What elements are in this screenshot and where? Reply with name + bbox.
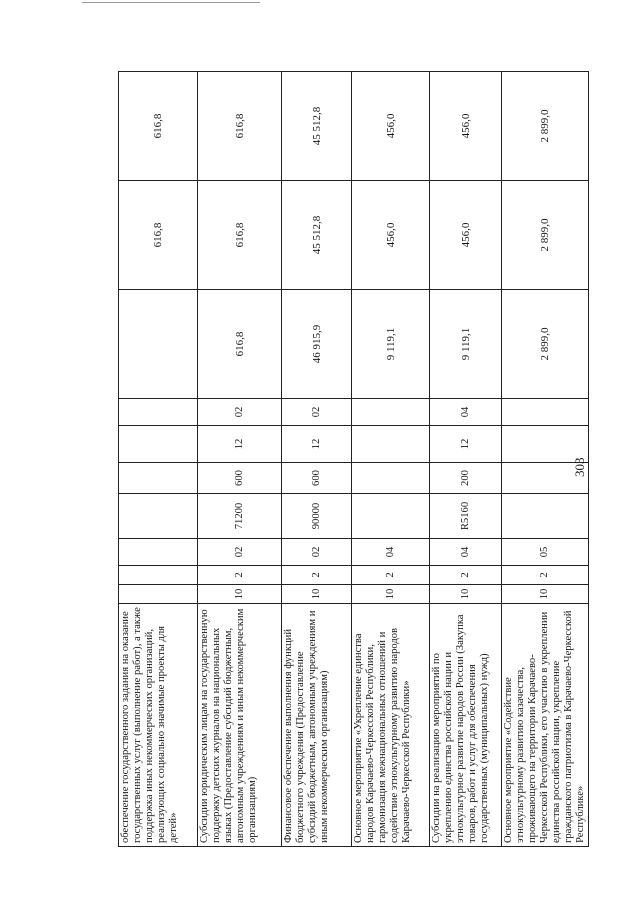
cell-pgp: 2 (282, 566, 352, 585)
cell-om: 04 (352, 539, 430, 566)
cell-pgp: 2 (352, 566, 430, 585)
cell-pgp: 2 (430, 566, 502, 585)
cell-pr (352, 399, 430, 426)
cell-rz: 12 (430, 426, 502, 463)
cell-2018: 46 915,9 (282, 290, 352, 399)
cell-2018: 9 119,1 (430, 290, 502, 399)
cell-gp: 10 (198, 585, 282, 604)
cell-2019: 616,8 (198, 181, 282, 290)
cell-2019: 456,0 (352, 181, 430, 290)
cell-2019: 456,0 (430, 181, 502, 290)
row-description: Основное мероприятие «Содействие этнокультурному развитию казачества, проживающего на территории Карачаево-Черкесской Республики, его участию в укреплении единства российской нации, укрепление гражданского патриотизма в Карачаево-Черкесской Республике» (502, 604, 589, 847)
cell-2019: 616,8 (119, 181, 198, 290)
rotated-page (118, 42, 600, 847)
row-description: обеспечение государственного задания на оказание государственных услуг (выполнение работ), а также поддержка иных некоммерческих организаций, реализующих социально значимые проекты для детей» (119, 604, 198, 847)
table-row (282, 72, 352, 847)
table-row (430, 72, 502, 847)
row-description: Основное мероприятие «Укрепление единства народов Карачаево-Черкесской Республики, гармонизация межнациональных отношений и содействие этнокультурному развитию народов Карачаево-Черкесской Республики» (352, 604, 430, 847)
cell-vr: 600 (198, 463, 282, 494)
cell-2020: 45 512,8 (282, 72, 352, 181)
row-description: Субсидии на реализацию мероприятий по укреплению единства российской нации и этнокультурное развитие народов России (Закупка товаров, работ и услуг для обеспечения государственных (муниципальных) нужд) (430, 604, 502, 847)
cell-gp: 10 (502, 585, 589, 604)
cell-pgp: 2 (502, 566, 589, 585)
cell-pgp (119, 566, 198, 585)
cell-vr: 200 (430, 463, 502, 494)
cell-2019: 2 899,0 (502, 181, 589, 290)
budget-table (118, 71, 589, 847)
cell-2019: 45 512,8 (282, 181, 352, 290)
cell-gp: 10 (282, 585, 352, 604)
top-rule (82, 2, 260, 3)
page-number: 303 (572, 457, 587, 477)
cell-2020: 2 899,0 (502, 72, 589, 181)
cell-om: 05 (502, 539, 589, 566)
row-description: Субсидии юридическим лицам на государственную поддержку детских журналов на национальных языках (Предоставление субсидий бюджетным, автономным учреждениям и иным некоммерческим организациям) (198, 604, 282, 847)
cell-2018 (119, 290, 198, 399)
cell-vr (119, 463, 198, 494)
cell-rz (119, 426, 198, 463)
cell-pr: 04 (430, 399, 502, 426)
table-row (119, 72, 198, 847)
cell-om: 04 (430, 539, 502, 566)
cell-om: 02 (282, 539, 352, 566)
cell-pr: 02 (198, 399, 282, 426)
cell-gp: 10 (352, 585, 430, 604)
cell-direction: R5160 (430, 494, 502, 539)
cell-2020: 456,0 (430, 72, 502, 181)
cell-2020: 456,0 (352, 72, 430, 181)
cell-2018: 616,8 (198, 290, 282, 399)
cell-pr (119, 399, 198, 426)
table-row (198, 72, 282, 847)
cell-om (119, 539, 198, 566)
cell-direction: 71200 (198, 494, 282, 539)
cell-pr (502, 399, 589, 426)
cell-rz: 12 (198, 426, 282, 463)
cell-rz: 12 (282, 426, 352, 463)
cell-gp: 10 (430, 585, 502, 604)
cell-pgp: 2 (198, 566, 282, 585)
cell-direction: 90000 (282, 494, 352, 539)
cell-vr (352, 463, 430, 494)
cell-direction (502, 494, 589, 539)
cell-om: 02 (198, 539, 282, 566)
cell-2020: 616,8 (198, 72, 282, 181)
cell-direction (119, 494, 198, 539)
table-row (352, 72, 430, 847)
cell-2018: 9 119,1 (352, 290, 430, 399)
cell-2020: 616,8 (119, 72, 198, 181)
row-description: Финансовое обеспечение выполнения функций бюджетного учреждения (Предоставление субсидий бюджетным, автономным учреждениям и иным некоммерческим организациям) (282, 604, 352, 847)
cell-vr: 600 (282, 463, 352, 494)
cell-rz (352, 426, 430, 463)
cell-pr: 02 (282, 399, 352, 426)
cell-direction (352, 494, 430, 539)
cell-2018: 2 899,0 (502, 290, 589, 399)
cell-gp (119, 585, 198, 604)
